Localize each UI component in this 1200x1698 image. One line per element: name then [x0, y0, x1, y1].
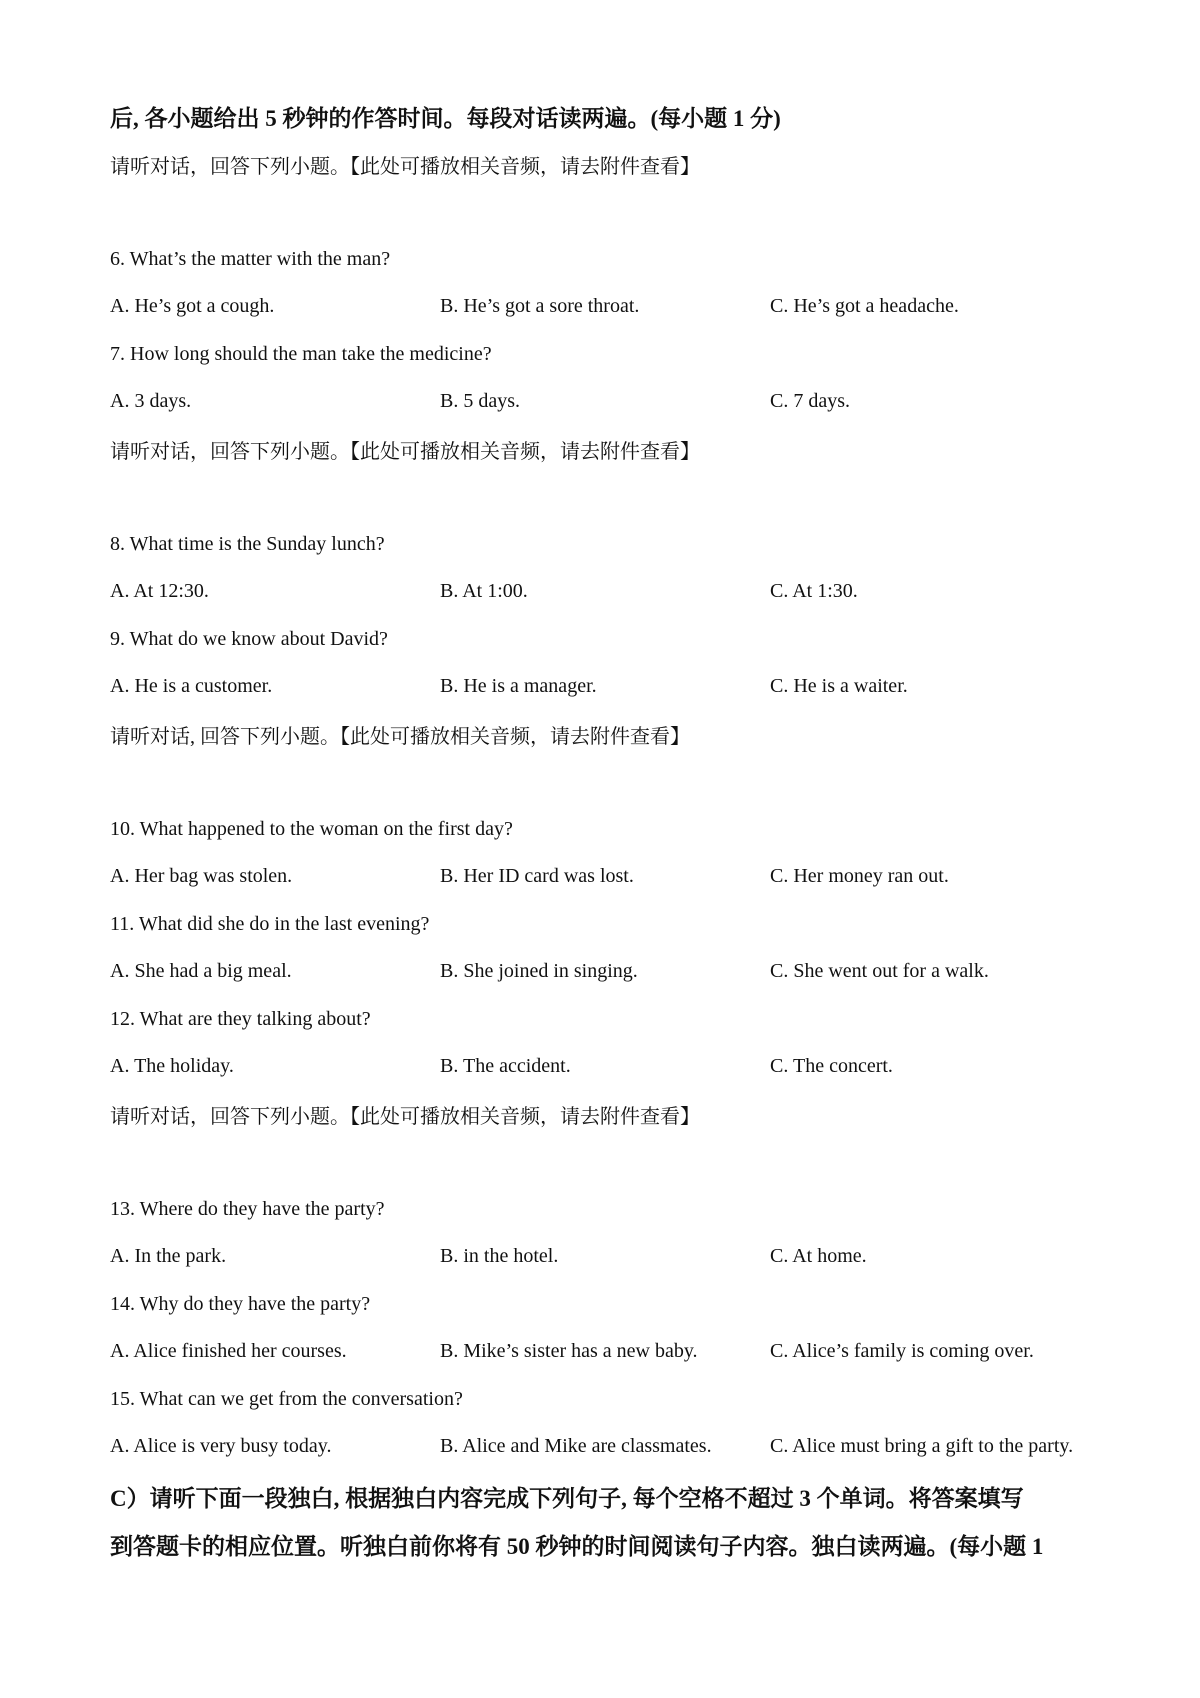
- listen-note-4: 请听对话，回答下列小题。【此处可播放相关音频，请去附件查看】: [110, 1106, 700, 1128]
- option-13b: B. in the hotel.: [440, 1245, 559, 1267]
- question-7: 7. How long should the man take the medicine?: [110, 343, 492, 365]
- listen-note-1: 请听对话，回答下列小题。【此处可播放相关音频，请去附件查看】: [110, 156, 700, 178]
- listen-note-3: 请听对话, 回答下列小题。【此处可播放相关音频，请去附件查看】: [110, 726, 690, 748]
- option-9a: A. He is a customer.: [110, 675, 273, 697]
- question-12: 12. What are they talking about?: [110, 1008, 371, 1030]
- question-13: 13. Where do they have the party?: [110, 1198, 385, 1220]
- question-6: 6. What’s the matter with the man?: [110, 248, 391, 270]
- option-11a: A. She had a big meal.: [110, 960, 292, 982]
- option-15c: C. Alice must bring a gift to the party.: [770, 1435, 1074, 1457]
- option-9c: C. He is a waiter.: [770, 675, 908, 697]
- option-13c: C. At home.: [770, 1245, 867, 1267]
- listen-note-2: 请听对话，回答下列小题。【此处可播放相关音频，请去附件查看】: [110, 441, 700, 463]
- option-7c: C. 7 days.: [770, 390, 850, 412]
- option-15b: B. Alice and Mike are classmates.: [440, 1435, 712, 1457]
- question-10: 10. What happened to the woman on the first day?: [110, 818, 513, 840]
- option-12b: B. The accident.: [440, 1055, 571, 1077]
- option-8c: C. At 1:30.: [770, 580, 858, 602]
- option-10b: B. Her ID card was lost.: [440, 865, 634, 887]
- option-6a: A. He’s got a cough.: [110, 295, 275, 317]
- question-9: 9. What do we know about David?: [110, 628, 388, 650]
- option-6c: C. He’s got a headache.: [770, 295, 959, 317]
- option-10a: A. Her bag was stolen.: [110, 865, 293, 887]
- option-13a: A. In the park.: [110, 1245, 227, 1267]
- option-14b: B. Mike’s sister has a new baby.: [440, 1340, 698, 1362]
- option-10c: C. Her money ran out.: [770, 865, 949, 887]
- section-b-instruction: 后, 各小题给出 5 秒钟的作答时间。每段对话读两遍。(每小题 1 分): [110, 106, 781, 131]
- option-11b: B. She joined in singing.: [440, 960, 638, 982]
- option-7a: A. 3 days.: [110, 390, 192, 412]
- option-8a: A. At 12:30.: [110, 580, 209, 602]
- question-14: 14. Why do they have the party?: [110, 1293, 371, 1315]
- option-7b: B. 5 days.: [440, 390, 520, 412]
- option-12c: C. The concert.: [770, 1055, 893, 1077]
- option-15a: A. Alice is very busy today.: [110, 1435, 332, 1457]
- option-12a: A. The holiday.: [110, 1055, 234, 1077]
- section-c-instruction-1: C）请听下面一段独白, 根据独白内容完成下列句子, 每个空格不超过 3 个单词。将答案填写: [110, 1486, 1024, 1511]
- option-9b: B. He is a manager.: [440, 675, 597, 697]
- option-8b: B. At 1:00.: [440, 580, 528, 602]
- question-15: 15. What can we get from the conversation?: [110, 1388, 463, 1410]
- section-c-instruction-2: 到答题卡的相应位置。听独白前你将有 50 秒钟的时间阅读句子内容。独白读两遍。(每小题 1: [110, 1534, 1044, 1559]
- option-11c: C. She went out for a walk.: [770, 960, 989, 982]
- question-8: 8. What time is the Sunday lunch?: [110, 533, 385, 555]
- question-11: 11. What did she do in the last evening?: [110, 913, 430, 935]
- option-14a: A. Alice finished her courses.: [110, 1340, 347, 1362]
- option-14c: C. Alice’s family is coming over.: [770, 1340, 1034, 1362]
- option-6b: B. He’s got a sore throat.: [440, 295, 640, 317]
